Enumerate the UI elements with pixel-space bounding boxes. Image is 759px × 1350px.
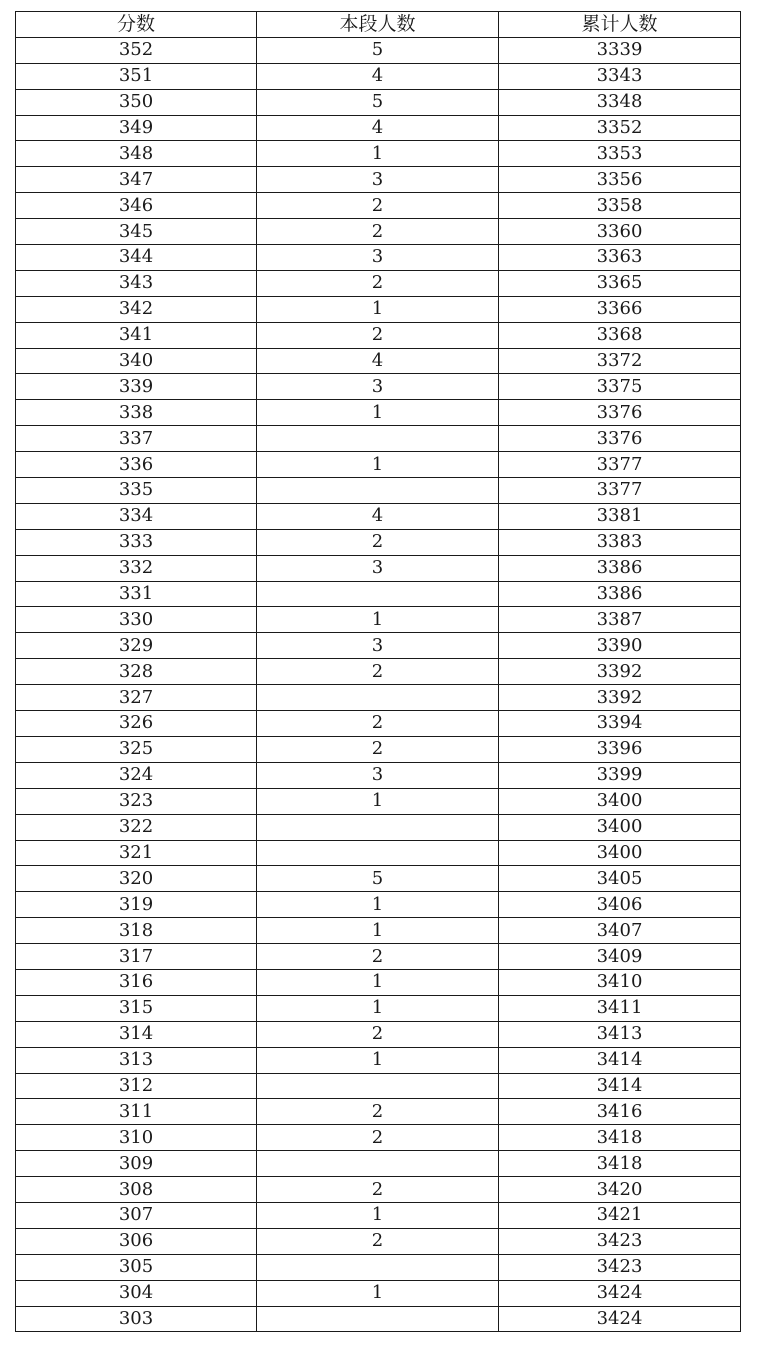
- segment-count-cell: 2: [257, 1177, 499, 1203]
- segment-count-cell: [257, 840, 499, 866]
- table-row: [16, 322, 741, 348]
- segment-count-cell: 2: [257, 944, 499, 970]
- score-cell: 324: [16, 762, 257, 788]
- segment-count-cell: [257, 1073, 499, 1099]
- score-cell: 343: [16, 270, 257, 296]
- cumulative-count-cell: 3420: [499, 1177, 741, 1203]
- cumulative-count-cell: 3414: [499, 1073, 741, 1099]
- table-row: [16, 685, 741, 711]
- segment-count-cell: 1: [257, 995, 499, 1021]
- table-row: [16, 1047, 741, 1073]
- table-row: [16, 503, 741, 529]
- segment-count-cell: 3: [257, 762, 499, 788]
- score-cell: 328: [16, 659, 257, 685]
- table-row: [16, 63, 741, 89]
- header-score: 分数: [16, 12, 257, 38]
- segment-count-cell: 2: [257, 322, 499, 348]
- table-row: [16, 452, 741, 478]
- score-cell: 335: [16, 478, 257, 504]
- segment-count-cell: [257, 1254, 499, 1280]
- score-cell: 341: [16, 322, 257, 348]
- score-cell: 339: [16, 374, 257, 400]
- segment-count-cell: [257, 581, 499, 607]
- table-row: [16, 1177, 741, 1203]
- table-row: [16, 270, 741, 296]
- score-cell: 344: [16, 245, 257, 271]
- score-cell: 311: [16, 1099, 257, 1125]
- cumulative-count-cell: 3407: [499, 918, 741, 944]
- cumulative-count-cell: 3392: [499, 685, 741, 711]
- score-cell: 334: [16, 503, 257, 529]
- segment-count-cell: 3: [257, 374, 499, 400]
- cumulative-count-cell: 3339: [499, 37, 741, 63]
- score-distribution-table: [15, 11, 741, 1332]
- cumulative-count-cell: 3392: [499, 659, 741, 685]
- table-row: [16, 1125, 741, 1151]
- cumulative-count-cell: 3376: [499, 400, 741, 426]
- table-row: [16, 89, 741, 115]
- table-row: [16, 1254, 741, 1280]
- table-row: [16, 245, 741, 271]
- cumulative-count-cell: 3423: [499, 1254, 741, 1280]
- header-cumulative-count: 累计人数: [499, 12, 741, 38]
- cumulative-count-cell: 3348: [499, 89, 741, 115]
- table-row: [16, 892, 741, 918]
- cumulative-count-cell: 3386: [499, 581, 741, 607]
- segment-count-cell: 2: [257, 711, 499, 737]
- segment-count-cell: 3: [257, 245, 499, 271]
- cumulative-count-cell: 3418: [499, 1151, 741, 1177]
- cumulative-count-cell: 3377: [499, 478, 741, 504]
- segment-count-cell: 1: [257, 788, 499, 814]
- cumulative-count-cell: 3366: [499, 296, 741, 322]
- score-cell: 333: [16, 529, 257, 555]
- segment-count-cell: 3: [257, 167, 499, 193]
- cumulative-count-cell: 3365: [499, 270, 741, 296]
- score-cell: 309: [16, 1151, 257, 1177]
- score-cell: 323: [16, 788, 257, 814]
- segment-count-cell: 1: [257, 1047, 499, 1073]
- score-cell: 322: [16, 814, 257, 840]
- cumulative-count-cell: 3358: [499, 193, 741, 219]
- segment-count-cell: 3: [257, 555, 499, 581]
- header-segment-count: 本段人数: [257, 12, 499, 38]
- table-row: [16, 529, 741, 555]
- table-row: [16, 478, 741, 504]
- score-cell: 337: [16, 426, 257, 452]
- table-row: [16, 762, 741, 788]
- score-cell: 321: [16, 840, 257, 866]
- table-row: [16, 1306, 741, 1332]
- cumulative-count-cell: 3356: [499, 167, 741, 193]
- segment-count-cell: 1: [257, 1280, 499, 1306]
- table-row: [16, 193, 741, 219]
- table-row: [16, 659, 741, 685]
- cumulative-count-cell: 3423: [499, 1228, 741, 1254]
- segment-count-cell: 2: [257, 736, 499, 762]
- cumulative-count-cell: 3416: [499, 1099, 741, 1125]
- score-cell: 313: [16, 1047, 257, 1073]
- cumulative-count-cell: 3414: [499, 1047, 741, 1073]
- segment-count-cell: 3: [257, 633, 499, 659]
- cumulative-count-cell: 3424: [499, 1280, 741, 1306]
- segment-count-cell: 4: [257, 348, 499, 374]
- segment-count-cell: 1: [257, 607, 499, 633]
- table-row: [16, 1099, 741, 1125]
- score-cell: 319: [16, 892, 257, 918]
- score-cell: 336: [16, 452, 257, 478]
- segment-count-cell: 5: [257, 89, 499, 115]
- cumulative-count-cell: 3387: [499, 607, 741, 633]
- cumulative-count-cell: 3409: [499, 944, 741, 970]
- segment-count-cell: 2: [257, 1228, 499, 1254]
- cumulative-count-cell: 3375: [499, 374, 741, 400]
- cumulative-count-cell: 3410: [499, 969, 741, 995]
- segment-count-cell: 5: [257, 866, 499, 892]
- table-row: [16, 141, 741, 167]
- cumulative-count-cell: 3424: [499, 1306, 741, 1332]
- cumulative-count-cell: 3383: [499, 529, 741, 555]
- cumulative-count-cell: 3411: [499, 995, 741, 1021]
- segment-count-cell: 2: [257, 193, 499, 219]
- cumulative-count-cell: 3352: [499, 115, 741, 141]
- cumulative-count-cell: 3390: [499, 633, 741, 659]
- segment-count-cell: 1: [257, 918, 499, 944]
- score-cell: 329: [16, 633, 257, 659]
- score-cell: 348: [16, 141, 257, 167]
- cumulative-count-cell: 3418: [499, 1125, 741, 1151]
- table-row: [16, 374, 741, 400]
- score-cell: 305: [16, 1254, 257, 1280]
- table-row: [16, 607, 741, 633]
- table-row: [16, 866, 741, 892]
- score-cell: 352: [16, 37, 257, 63]
- segment-count-cell: 1: [257, 1202, 499, 1228]
- segment-count-cell: 1: [257, 969, 499, 995]
- table-row: [16, 296, 741, 322]
- table-row: [16, 736, 741, 762]
- score-cell: 304: [16, 1280, 257, 1306]
- cumulative-count-cell: 3386: [499, 555, 741, 581]
- segment-count-cell: 2: [257, 659, 499, 685]
- score-cell: 342: [16, 296, 257, 322]
- segment-count-cell: 1: [257, 400, 499, 426]
- segment-count-cell: [257, 685, 499, 711]
- segment-count-cell: 2: [257, 529, 499, 555]
- segment-count-cell: [257, 1306, 499, 1332]
- score-cell: 317: [16, 944, 257, 970]
- score-cell: 306: [16, 1228, 257, 1254]
- segment-count-cell: [257, 426, 499, 452]
- table-row: [16, 711, 741, 737]
- score-cell: 340: [16, 348, 257, 374]
- table-row: [16, 633, 741, 659]
- score-cell: 325: [16, 736, 257, 762]
- score-cell: 330: [16, 607, 257, 633]
- table-row: [16, 969, 741, 995]
- segment-count-cell: 1: [257, 452, 499, 478]
- score-cell: 349: [16, 115, 257, 141]
- table-row: [16, 840, 741, 866]
- score-cell: 320: [16, 866, 257, 892]
- score-cell: 315: [16, 995, 257, 1021]
- table-row: [16, 1073, 741, 1099]
- segment-count-cell: 1: [257, 892, 499, 918]
- header-row: [16, 12, 741, 38]
- segment-count-cell: [257, 478, 499, 504]
- segment-count-cell: 1: [257, 141, 499, 167]
- table-row: [16, 426, 741, 452]
- score-cell: 316: [16, 969, 257, 995]
- cumulative-count-cell: 3399: [499, 762, 741, 788]
- segment-count-cell: [257, 814, 499, 840]
- score-cell: 326: [16, 711, 257, 737]
- table-row: [16, 37, 741, 63]
- table-row: [16, 555, 741, 581]
- cumulative-count-cell: 3381: [499, 503, 741, 529]
- score-cell: 331: [16, 581, 257, 607]
- score-cell: 318: [16, 918, 257, 944]
- table-row: [16, 788, 741, 814]
- table-row: [16, 1151, 741, 1177]
- segment-count-cell: 2: [257, 1099, 499, 1125]
- score-cell: 312: [16, 1073, 257, 1099]
- score-cell: 332: [16, 555, 257, 581]
- table-row: [16, 944, 741, 970]
- segment-count-cell: 2: [257, 219, 499, 245]
- cumulative-count-cell: 3360: [499, 219, 741, 245]
- segment-count-cell: 2: [257, 1021, 499, 1047]
- score-cell: 310: [16, 1125, 257, 1151]
- cumulative-count-cell: 3413: [499, 1021, 741, 1047]
- table-row: [16, 219, 741, 245]
- table-row: [16, 995, 741, 1021]
- segment-count-cell: 2: [257, 270, 499, 296]
- cumulative-count-cell: 3377: [499, 452, 741, 478]
- cumulative-count-cell: 3368: [499, 322, 741, 348]
- segment-count-cell: [257, 1151, 499, 1177]
- cumulative-count-cell: 3396: [499, 736, 741, 762]
- table-row: [16, 581, 741, 607]
- table-row: [16, 400, 741, 426]
- table-row: [16, 1280, 741, 1306]
- table-row: [16, 348, 741, 374]
- cumulative-count-cell: 3400: [499, 840, 741, 866]
- score-cell: 308: [16, 1177, 257, 1203]
- segment-count-cell: 4: [257, 115, 499, 141]
- score-cell: 345: [16, 219, 257, 245]
- table-row: [16, 115, 741, 141]
- cumulative-count-cell: 3400: [499, 814, 741, 840]
- score-cell: 346: [16, 193, 257, 219]
- cumulative-count-cell: 3405: [499, 866, 741, 892]
- table-row: [16, 918, 741, 944]
- table-row: [16, 814, 741, 840]
- cumulative-count-cell: 3353: [499, 141, 741, 167]
- segment-count-cell: 1: [257, 296, 499, 322]
- score-cell: 327: [16, 685, 257, 711]
- table-body: [16, 37, 741, 1332]
- cumulative-count-cell: 3421: [499, 1202, 741, 1228]
- cumulative-count-cell: 3376: [499, 426, 741, 452]
- segment-count-cell: 2: [257, 1125, 499, 1151]
- cumulative-count-cell: 3363: [499, 245, 741, 271]
- segment-count-cell: 5: [257, 37, 499, 63]
- cumulative-count-cell: 3400: [499, 788, 741, 814]
- score-cell: 347: [16, 167, 257, 193]
- segment-count-cell: 4: [257, 63, 499, 89]
- score-cell: 351: [16, 63, 257, 89]
- score-cell: 338: [16, 400, 257, 426]
- table-row: [16, 167, 741, 193]
- table-row: [16, 1202, 741, 1228]
- segment-count-cell: 4: [257, 503, 499, 529]
- cumulative-count-cell: 3343: [499, 63, 741, 89]
- score-cell: 314: [16, 1021, 257, 1047]
- score-cell: 307: [16, 1202, 257, 1228]
- table-row: [16, 1021, 741, 1047]
- table-row: [16, 1228, 741, 1254]
- cumulative-count-cell: 3372: [499, 348, 741, 374]
- score-cell: 303: [16, 1306, 257, 1332]
- score-cell: 350: [16, 89, 257, 115]
- cumulative-count-cell: 3406: [499, 892, 741, 918]
- cumulative-count-cell: 3394: [499, 711, 741, 737]
